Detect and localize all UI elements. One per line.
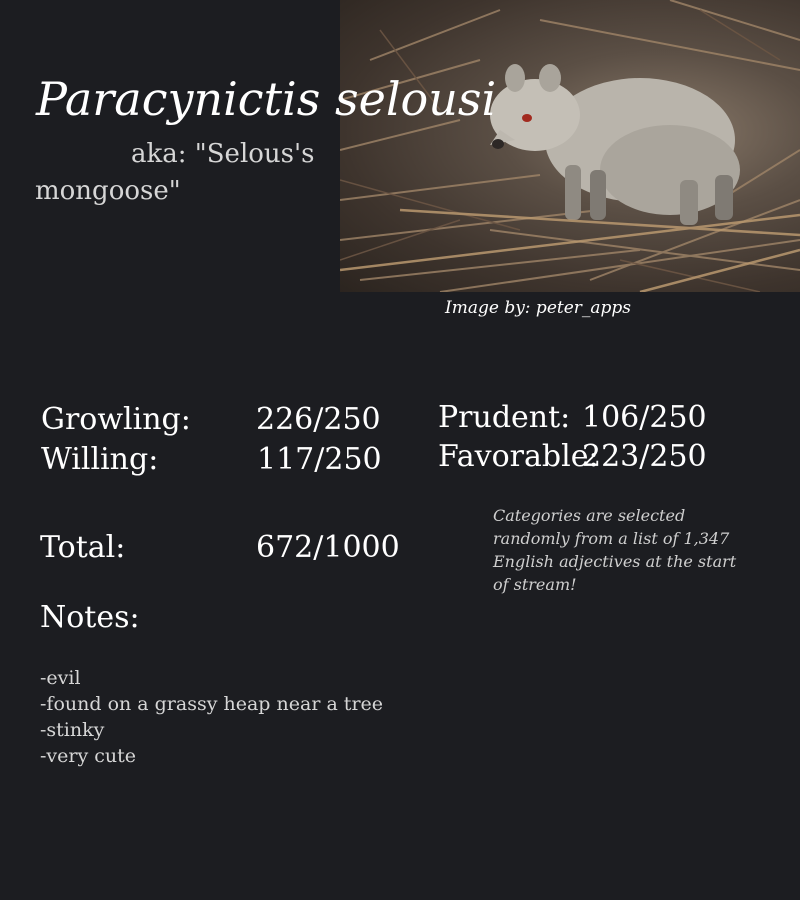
- stat-label-growling: Growling:: [41, 402, 191, 437]
- stat-value-willing: 117/250: [257, 442, 382, 477]
- species-common-name: aka: "Selous's mongoose": [35, 139, 315, 206]
- notes-list: [40, 665, 383, 769]
- mongoose-photo: [340, 0, 800, 292]
- categories-note: Categories are selected randomly from a list of 1,347 English adjectives at the start of stream!: [493, 506, 737, 594]
- note-item: -found on a grassy heap near a tree: [40, 693, 384, 715]
- stat-value-prudent: 106/250: [582, 400, 707, 435]
- stat-label-favorable: Favorable:: [438, 439, 599, 474]
- note-item: -evil: [40, 667, 81, 689]
- stat-label-prudent: Prudent:: [438, 400, 571, 435]
- stat-label-willing: Willing:: [41, 442, 159, 477]
- note-item: -very cute: [40, 745, 137, 767]
- species-scientific-name: Paracynictis selousi: [36, 72, 497, 126]
- image-credit: Image by: peter_apps: [445, 298, 632, 318]
- stat-value-growling: 226/250: [256, 402, 381, 437]
- note-item: -stinky: [40, 719, 105, 741]
- notes-heading: Notes:: [40, 600, 140, 635]
- total-label: Total:: [40, 530, 126, 565]
- total-value: 672/1000: [256, 530, 400, 565]
- stat-value-favorable: 223/250: [582, 439, 707, 474]
- mongoose-figure: [490, 64, 740, 225]
